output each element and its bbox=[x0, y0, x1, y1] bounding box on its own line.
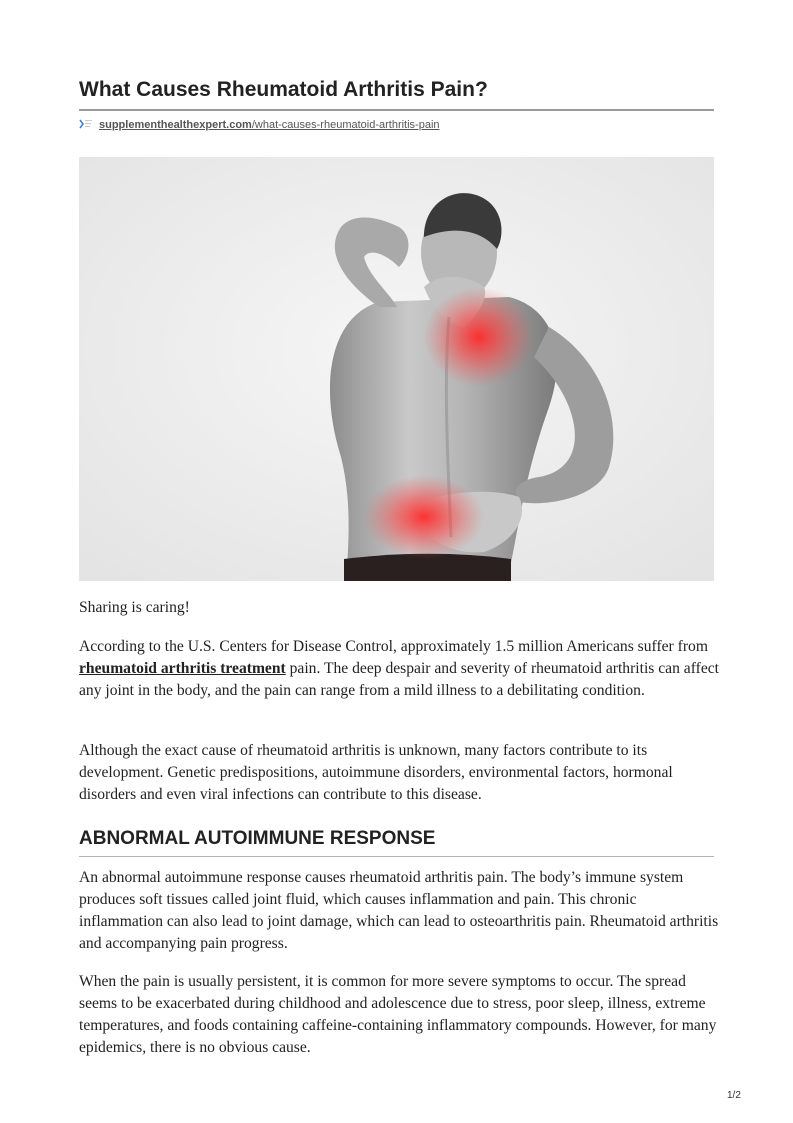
lower-back-pain-glow bbox=[364, 475, 484, 559]
hero-image bbox=[79, 157, 714, 581]
paragraph-1-text-end: pain. The deep despair and severity of rheumatoid arthritis can affect any joint in the body, and the pain can range from a mild illness to a debilitating condition. bbox=[79, 660, 720, 699]
site-favicon-icon bbox=[79, 118, 93, 130]
section-divider bbox=[79, 856, 714, 857]
paragraph-2: Although the exact cause of rheumatoid arthritis is unknown, many factors contribute to its development. Genetic predispositions, autoimmune disorders, environmental factors, hormonal disorders and even viral infections can contribute to this disease. bbox=[79, 742, 673, 803]
paragraph-3: An abnormal autoimmune response causes rheumatoid arthritis pain. The body’s immune system produces soft tissues called joint fluid, which causes inflammation and pain. This chronic inflammation can also lead to joint damage, which can lead to osteoarthritis pain. Rheumatoid arthritis and accompanying pain progress. bbox=[79, 869, 719, 952]
source-path: /what-causes-rheumatoid-arthritis-pain bbox=[251, 119, 440, 131]
paragraph-1-text-start: According to the U.S. Centers for Disease Control, approximately 1.5 million Americans suffer from bbox=[79, 638, 708, 655]
paragraph-1 bbox=[79, 636, 719, 702]
rheumatoid-arthritis-treatment-link[interactable]: rheumatoid arthritis treatment bbox=[79, 660, 286, 677]
title-divider bbox=[79, 109, 714, 111]
source-url bbox=[79, 117, 714, 133]
source-link[interactable] bbox=[99, 119, 440, 131]
source-domain: supplementhealthexpert.com bbox=[99, 119, 252, 131]
paragraph-4: When the pain is usually persistent, it is common for more severe symptoms to occur. The spread seems to be exacerbated during childhood and adolescence due to stress, poor sleep, illness, extreme temperatures, and foods containing caffeine-containing inflammatory compounds. However, for many epidemics, there is no obvious cause. bbox=[79, 973, 717, 1056]
page-number: 1/2 bbox=[727, 1090, 741, 1101]
man-back-pain-illustration bbox=[79, 157, 714, 581]
sharing-text: Sharing is caring! bbox=[79, 599, 190, 616]
section-heading: ABNORMAL AUTOIMMUNE RESPONSE bbox=[79, 828, 436, 849]
page-title: What Causes Rheumatoid Arthritis Pain? bbox=[79, 78, 488, 101]
neck-pain-glow bbox=[424, 287, 534, 387]
